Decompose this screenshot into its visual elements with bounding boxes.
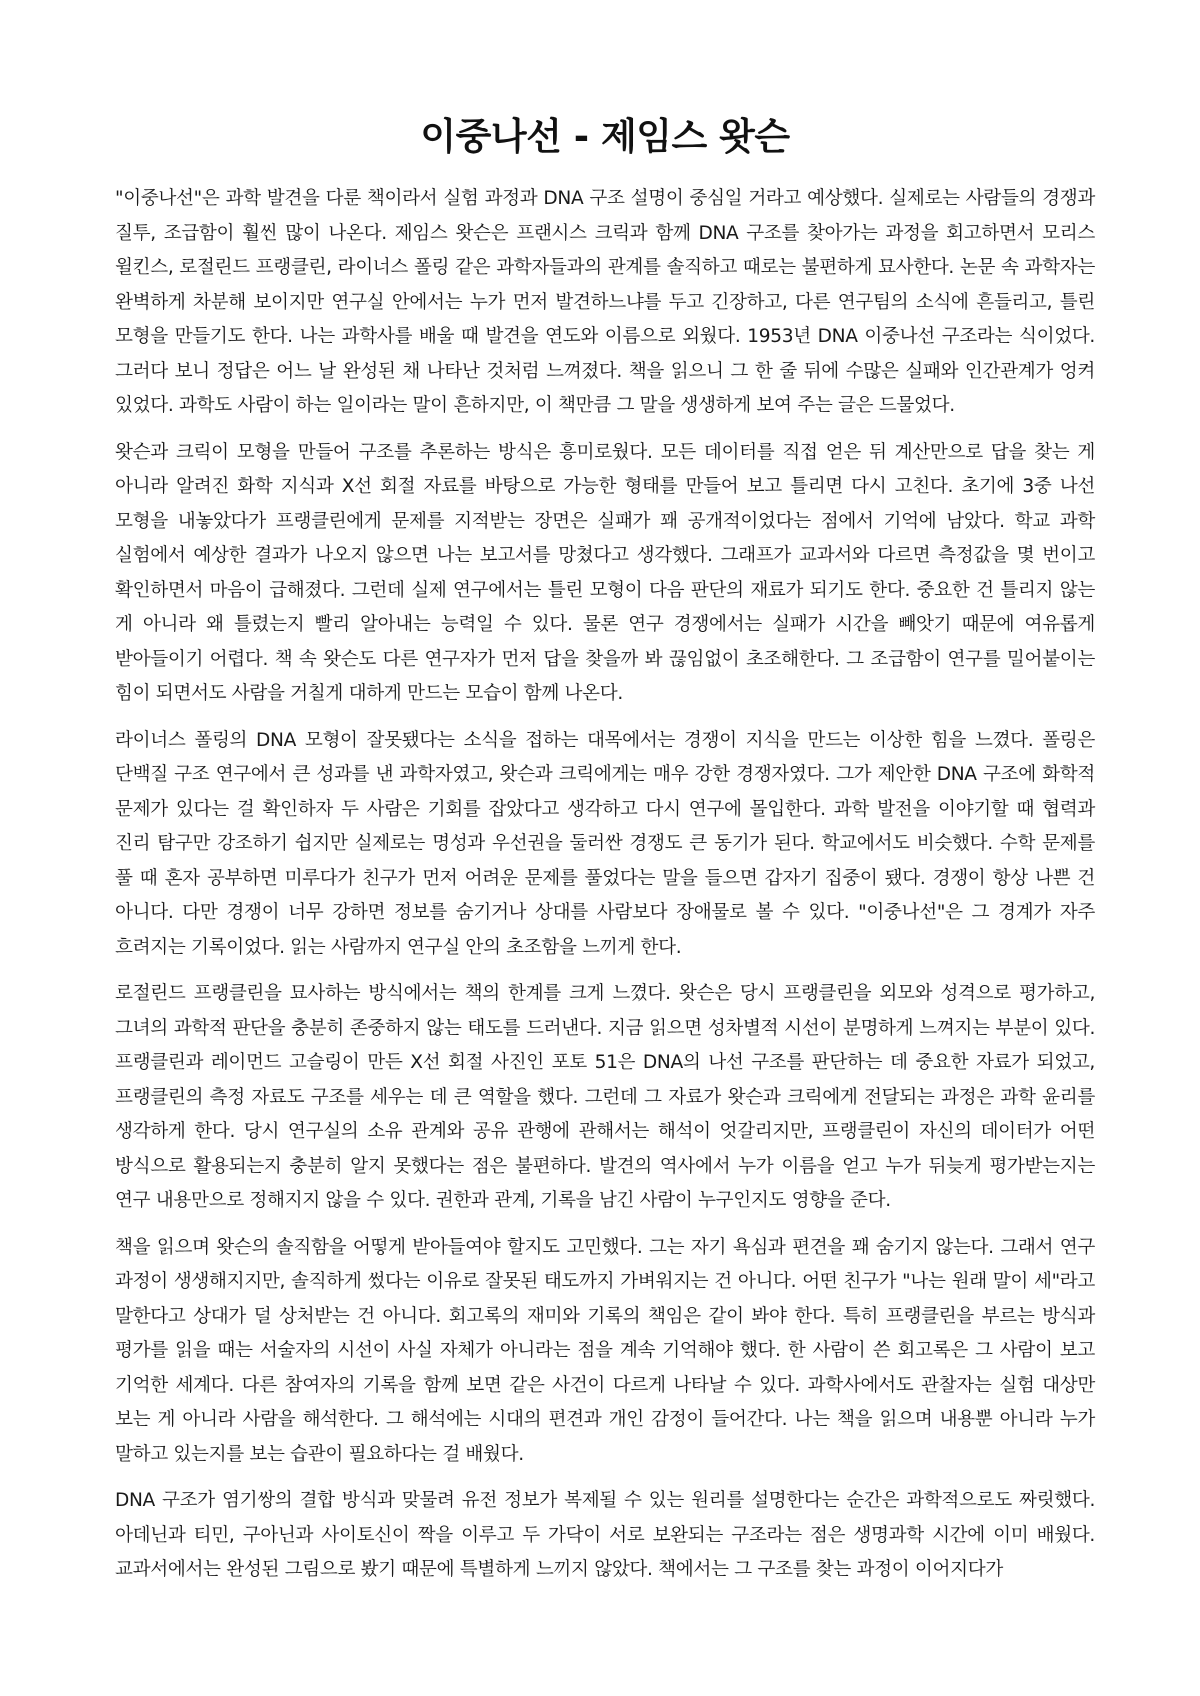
body-paragraph: 책을 읽으며 왓슨의 솔직함을 어떻게 받아들여야 할지도 고민했다. 그는 자기 욕심과 편견을 꽤 숨기지 않는다. 그래서 연구 과정이 생생해지지만, 솔직하게 썼다는 이유로 잘못된 태도까지 가벼워지는 건 아니다. 어떤 친구가 "나는 원래 말이 세"라고 말한다고 상대가 덜 상처받는 건 아니다. 회고록의 재미와 기록의 책임은 같이 봐야 한다. 특히 프랭클린을 부르는 방식과 평가를 읽을 때는 서술자의 시선이 사실 자체가 아니라는 점을 계속 기억해야 했다. 한 사람이 쓴 회고록은 그 사람이 보고 기억한 세계다. 다른 참여자의 기록을 함께 보면 같은 사건이 다르게 나타날 수 있다. 과학사에서도 관찰자는 실험 대상만 보는 게 아니라 사람을 해석한다. 그 해석에는 시대의 편견과 개인 감정이 들어간다. 나는 책을 읽으며 내용뿐 아니라 누가 말하고 있는지를 보는 습관이 필요하다는 걸 배웠다. [115,1236,1095,1465]
body-paragraph: 왓슨과 크릭이 모형을 만들어 구조를 추론하는 방식은 흥미로웠다. 모든 데이터를 직접 얻은 뒤 계산만으로 답을 찾는 게 아니라 알려진 화학 지식과 X선 회절 자료를 바탕으로 가능한 형태를 만들어 보고 틀리면 다시 고친다. 초기에 3중 나선 모형을 내놓았다가 프랭클린에게 문제를 지적받는 장면은 실패가 꽤 공개적이었다는 점에서 기억에 남았다. 학교 과학 실험에서 예상한 결과가 나오지 않으면 나는 보고서를 망쳤다고 생각했다. 그래프가 교과서와 다르면 측정값을 몇 번이고 확인하면서 마음이 급해졌다. 그런데 실제 연구에서는 틀린 모형이 다음 판단의 재료가 되기도 한다. 중요한 건 틀리지 않는 게 아니라 왜 틀렸는지 빨리 알아내는 능력일 수 있다. 물론 연구 경쟁에서는 실패가 시간을 빼앗기 때문에 여유롭게 받아들이기 어렵다. 책 속 왓슨도 다른 연구자가 먼저 답을 찾을까 봐 끊임없이 초조해한다. 그 조급함이 연구를 밀어붙이는 힘이 되면서도 사람을 거칠게 대하게 만드는 모습이 함께 나온다. [115,441,1095,704]
body-paragraph: 라이너스 폴링의 DNA 모형이 잘못됐다는 소식을 접하는 대목에서는 경쟁이 지식을 만드는 이상한 힘을 느꼈다. 폴링은 단백질 구조 연구에서 큰 성과를 낸 과학자였고, 왓슨과 크릭에게는 매우 강한 경쟁자였다. 그가 제안한 DNA 구조에 화학적 문제가 있다는 걸 확인하자 두 사람은 기회를 잡았다고 생각하고 다시 연구에 몰입한다. 과학 발전을 이야기할 때 협력과 진리 탐구만 강조하기 쉽지만 실제로는 명성과 우선권을 둘러싼 경쟁도 큰 동기가 된다. 학교에서도 비슷했다. 수학 문제를 풀 때 혼자 공부하면 미루다가 친구가 먼저 어려운 문제를 풀었다는 말을 들으면 갑자기 집중이 됐다. 경쟁이 항상 나쁜 건 아니다. 다만 경쟁이 너무 강하면 정보를 숨기거나 상대를 사람보다 장애물로 볼 수 있다. "이중나선"은 그 경계가 자주 흐려지는 기록이었다. 읽는 사람까지 연구실 안의 초조함을 느끼게 한다. [115,729,1095,958]
body-paragraph: DNA 구조가 염기쌍의 결합 방식과 맞물려 유전 정보가 복제될 수 있는 원리를 설명한다는 순간은 과학적으로도 짜릿했다. 아데닌과 티민, 구아닌과 사이토신이 짝을 이루고 두 가닥이 서로 보완되는 구조라는 점은 생명과학 시간에 이미 배웠다. 교과서에서는 완성된 그림으로 봤기 때문에 특별하게 느끼지 않았다. 책에서는 그 구조를 찾는 과정이 이어지다가 [115,1490,1095,1580]
body-paragraph: "이중나선"은 과학 발견을 다룬 책이라서 실험 과정과 DNA 구조 설명이 중심일 거라고 예상했다. 실제로는 사람들의 경쟁과 질투, 조급함이 훨씬 많이 나온다. 제임스 왓슨은 프랜시스 크릭과 함께 DNA 구조를 찾아가는 과정을 회고하면서 모리스 윌킨스, 로절린드 프랭클린, 라이너스 폴링 같은 과학자들과의 관계를 솔직하고 때로는 불편하게 묘사한다. 논문 속 과학자는 완벽하게 차분해 보이지만 연구실 안에서는 누가 먼저 발견하느냐를 두고 긴장하고, 다른 연구팀의 소식에 흔들리고, 틀린 모형을 만들기도 한다. 나는 과학사를 배울 때 발견을 연도와 이름으로 외웠다. 1953년 DNA 이중나선 구조라는 식이었다. 그러다 보니 정답은 어느 날 완성된 채 나타난 것처럼 느껴졌다. 책을 읽으니 그 한 줄 뒤에 수많은 실패와 인간관계가 엉켜 있었다. 과학도 사람이 하는 일이라는 말이 흔하지만, 이 책만큼 그 말을 생생하게 보여 주는 글은 드물었다. [115,188,1095,416]
document-title: 이중나선 - 제임스 왓슨 [420,115,790,158]
body-paragraph: 로절린드 프랭클린을 묘사하는 방식에서는 책의 한계를 크게 느꼈다. 왓슨은 당시 프랭클린을 외모와 성격으로 평가하고, 그녀의 과학적 판단을 충분히 존중하지 않는 태도를 드러낸다. 지금 읽으면 성차별적 시선이 분명하게 느껴지는 부분이 있다. 프랭클린과 레이먼드 고슬링이 만든 X선 회절 사진인 포토 51은 DNA의 나선 구조를 판단하는 데 중요한 자료가 되었고, 프랭클린의 측정 자료도 구조를 세우는 데 큰 역할을 했다. 그런데 그 자료가 왓슨과 크릭에게 전달되는 과정은 과학 윤리를 생각하게 한다. 당시 연구실의 소유 관계와 공유 관행에 관해서는 해석이 엇갈리지만, 프랭클린이 자신의 데이터가 어떤 방식으로 활용되는지 충분히 알지 못했다는 점은 불편하다. 발견의 역사에서 누가 이름을 얻고 누가 뒤늦게 평가받는지는 연구 내용만으로 정해지지 않을 수 있다. 권한과 관계, 기록을 남긴 사람이 누구인지도 영향을 준다. [115,983,1096,1211]
